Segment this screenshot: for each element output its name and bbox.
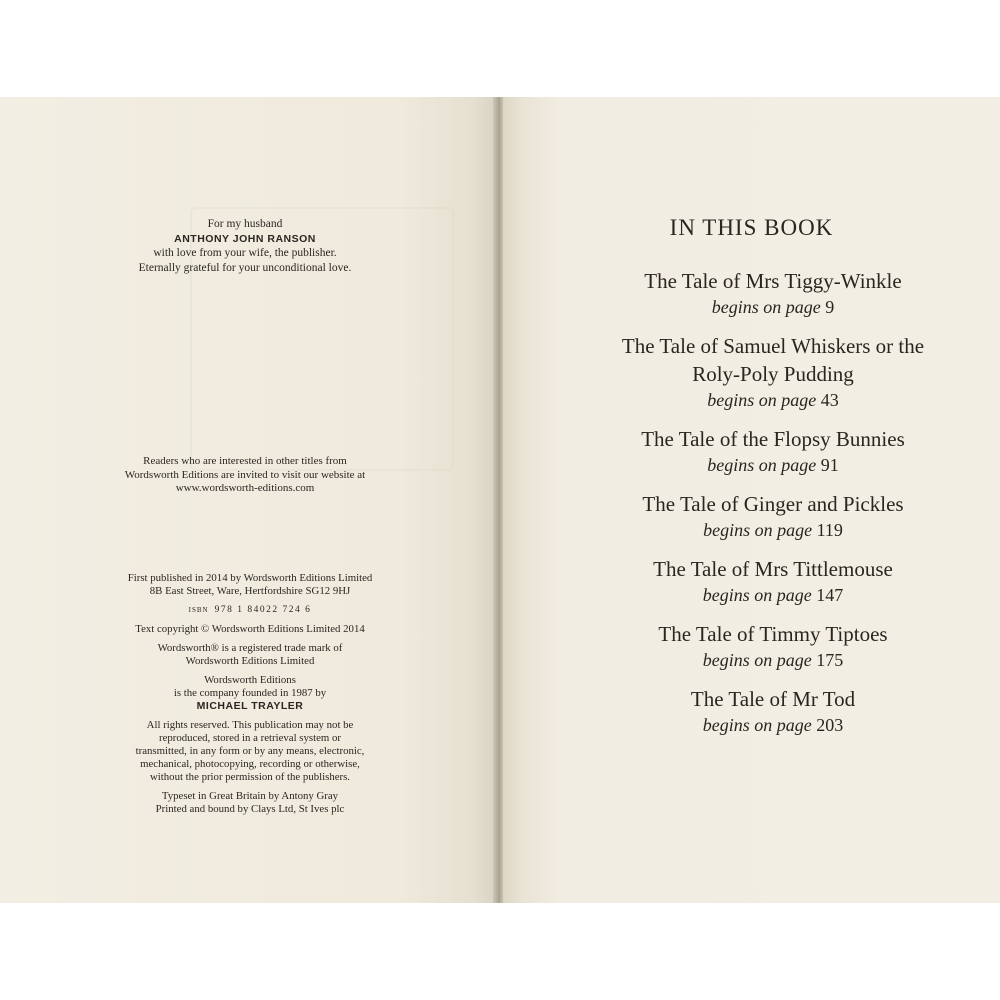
copyright: Text copyright © Wordsworth Editions Limited 2014 (135, 623, 365, 635)
toc-entry (533, 425, 1000, 477)
readers-line: Readers who are interested in other titles from (143, 455, 347, 467)
imprint-line: Wordsworth Editions Limited (185, 655, 315, 667)
readers-note (90, 455, 400, 496)
imprint-line: Typeset in Great Britain by Antony Gray (161, 790, 339, 802)
page-number: 9 (825, 297, 835, 317)
toc-entry-title: The Tale of Timmy Tiptoes (658, 622, 888, 646)
isbn-label: ISBN (188, 606, 209, 614)
toc-entry-title: The Tale of Mrs Tiggy-Winkle (644, 269, 902, 293)
imprint-line: mechanical, photocopying, recording or otherwise, (140, 758, 360, 770)
production-credits (90, 790, 410, 816)
open-book-spread (0, 97, 1000, 903)
isbn (90, 604, 410, 617)
page-number: 119 (816, 520, 843, 540)
imprint-line: is the company founded in 1987 by (173, 687, 327, 699)
website-url: www.wordsworth-editions.com (175, 482, 315, 494)
imprint-line: Wordsworth Editions (204, 674, 296, 686)
trademark (90, 642, 410, 668)
page-number: 43 (820, 390, 839, 410)
page-prefix: begins on page (702, 715, 812, 735)
toc-entry-title: Roly-Poly Pudding (692, 362, 854, 386)
dedication-name: ANTHONY JOHN RANSON (174, 232, 316, 245)
toc-entry-title: The Tale of Mr Tod (690, 687, 856, 711)
page-prefix: begins on page (702, 585, 812, 605)
toc-entry (533, 332, 1000, 412)
first-published (90, 572, 410, 598)
toc-entry-page (533, 518, 1000, 542)
page-number: 147 (816, 585, 844, 605)
dedication-line: For my husband (207, 218, 283, 230)
rights-notice (90, 719, 410, 784)
toc-entry-page (533, 713, 1000, 737)
toc-entry-page (533, 295, 1000, 319)
imprint-line: without the prior permission of the publishers. (149, 771, 351, 783)
toc-entry (533, 555, 1000, 607)
right-page (503, 97, 1000, 903)
imprint-line: Printed and bound by Clays Ltd, St Ives plc (155, 803, 345, 815)
toc-entry-page (533, 453, 1000, 477)
imprint-line: 8B East Street, Ware, Hertfordshire SG12 9HJ (149, 585, 351, 597)
toc-entry-title: The Tale of Mrs Tittlemouse (653, 557, 893, 581)
page-number: 175 (816, 650, 844, 670)
readers-line: Wordsworth Editions are invited to visit our website at (124, 468, 366, 481)
toc-heading: IN THIS BOOK (669, 215, 834, 240)
toc-entry-title: The Tale of Samuel Whiskers or the (621, 334, 925, 358)
page-prefix: begins on page (711, 297, 821, 317)
toc-entry (533, 490, 1000, 542)
table-of-contents (533, 267, 1000, 750)
imprint-line: First published in 2014 by Wordsworth Editions Limited (127, 572, 373, 584)
dedication-line: with love from your wife, the publisher. (153, 247, 337, 259)
company (90, 674, 410, 713)
toc-entry-page (533, 583, 1000, 607)
left-page (0, 97, 497, 903)
toc-entry-page (533, 648, 1000, 672)
toc-entry-title: The Tale of Ginger and Pickles (642, 492, 904, 516)
imprint-line: All rights reserved. This publication may not be (146, 719, 354, 731)
page-prefix: begins on page (703, 520, 813, 540)
page-number: 91 (820, 455, 839, 475)
page-number: 203 (816, 715, 844, 735)
page-prefix: begins on page (707, 390, 817, 410)
page-prefix: begins on page (707, 455, 817, 475)
isbn-value: 978 1 84022 724 6 (214, 605, 312, 615)
founder-name: MICHAEL TRAYLER (196, 700, 304, 712)
imprint-line: Wordsworth® is a registered trade mark of (157, 642, 343, 654)
toc-entry-page (533, 388, 1000, 412)
toc-entry (533, 620, 1000, 672)
page-prefix: begins on page (702, 650, 812, 670)
toc-entry-title: The Tale of the Flopsy Bunnies (641, 427, 905, 451)
toc-entry (533, 685, 1000, 737)
imprint-line: reproduced, stored in a retrieval system or (159, 732, 341, 744)
imprint-block (90, 572, 410, 822)
toc-entry (533, 267, 1000, 319)
imprint-line: transmitted, in any form or by any means, electronic, (135, 745, 365, 757)
dedication-line: Eternally grateful for your unconditional love. (138, 261, 352, 274)
dedication (90, 217, 400, 275)
